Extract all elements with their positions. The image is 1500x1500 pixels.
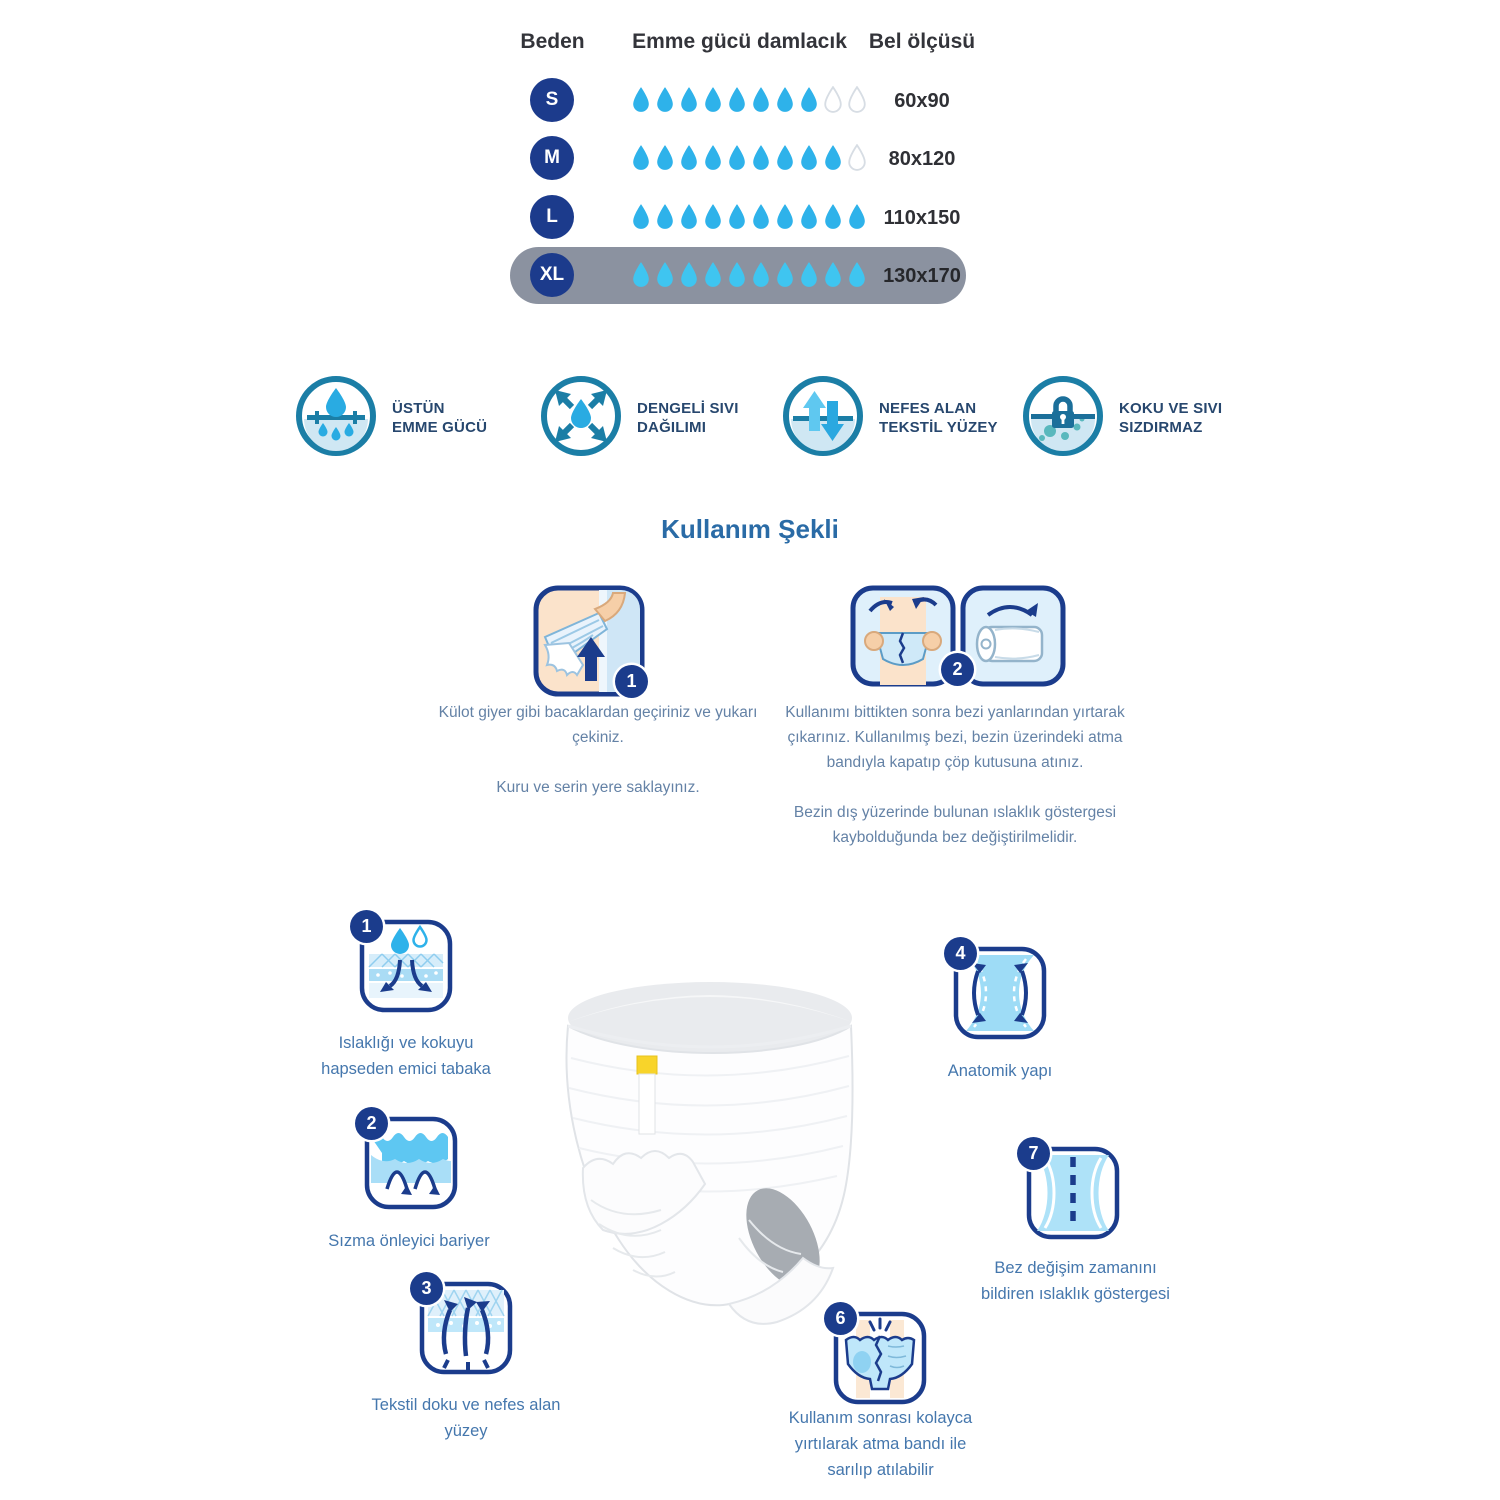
step1-paragraph-1: Külot giyer gibi bacaklardan geçiriniz ve yukarı çekiniz. [438,704,758,746]
waist-column-header: Bel ölçüsü [868,30,976,53]
pf6-line3: sarılıp atılabilir [827,1461,934,1479]
size-badge-l: L [530,195,574,239]
waist-size-s: 60x90 [894,90,950,112]
product-feature-6-badge: 6 [824,1302,857,1335]
size-badge-xl: XL [530,253,574,297]
feature-absorbency-line2: EMME GÜCÜ [392,419,488,436]
feature-distribution-label [637,399,739,437]
feature-breathable-label [879,399,998,437]
usage-step1-illustration [533,585,645,697]
pf6-line1: Kullanım sonrası kolayca [788,1409,973,1427]
pf3-line2: yüzey [444,1422,488,1440]
feature-absorbency-label [392,399,487,437]
feature-leakproof [1022,375,1222,461]
size-column-header: Beden [520,30,585,53]
pf4-line1: Anatomik yapı [947,1062,1053,1080]
absorbency-droplets-s [630,86,868,114]
pf3-line1: Tekstil doku ve nefes alan [371,1396,561,1414]
step2-paragraph-1: Kullanımı bittikten sonra bezi yanlarından yırtarak çıkarınız. Kullanılmış bezi, bezin üzerindeki atma bandıyla kapatıp çöp kutusuna atınız. [785,704,1125,771]
absorbency-droplets-xl [630,261,868,289]
feature-absorbency [295,375,487,461]
product-feature-3 [418,1280,514,1376]
size-badge-m: M [530,136,574,180]
usage-step2-illustration [850,585,1066,689]
pf7-line1: Bez değişim zamanını [994,1259,1157,1277]
product-feature-7-caption [968,1255,1183,1307]
product-feature-1 [358,918,454,1014]
waist-size-xl: 130x170 [883,265,961,287]
absorbency-droplets-l [630,203,868,231]
product-feature-1-badge: 1 [350,910,383,943]
absorbency-icon [295,375,377,462]
product-feature-7 [1025,1145,1121,1241]
distribution-icon [540,375,622,462]
step2-paragraph-2: Bezin dış yüzerinde bulunan ıslaklık göstergesi kaybolduğunda bez değiştirilmelidir. [793,804,1117,846]
usage-step1-text [438,700,758,825]
pf1-line1: Islaklığı ve kokuyu [338,1034,474,1052]
product-feature-7-badge: 7 [1017,1137,1050,1170]
product-feature-2 [363,1115,459,1211]
absorbency-droplets-m [630,144,868,172]
breathable-icon [782,375,864,462]
feature-breathable [782,375,998,461]
feature-distribution-line1: DENGELİ SIVI [637,400,739,417]
pf6-line2: yırtılarak atma bandı ile [794,1435,967,1453]
product-feature-2-caption [296,1228,522,1254]
size-badge-s: S [530,78,574,122]
product-feature-6 [832,1310,928,1406]
feature-distribution-line2: DAĞILIMI [637,419,707,436]
pf2-line1: Sızma önleyici bariyer [328,1232,490,1250]
product-feature-4 [952,945,1048,1041]
waist-size-l: 110x150 [883,207,961,229]
adult-pants-product-image [543,938,877,1332]
pf1-line2: hapseden emici tabaka [321,1060,491,1078]
product-feature-6-caption [778,1405,983,1483]
product-feature-2-badge: 2 [355,1107,388,1140]
feature-leakproof-line2: SIZDIRMAZ [1119,419,1203,436]
step1-number-badge: 1 [615,665,648,698]
feature-distribution [540,375,739,461]
feature-leakproof-line1: KOKU VE SIVI [1119,400,1223,417]
product-feature-4-caption [925,1058,1075,1084]
feature-breathable-line1: NEFES ALAN [879,400,977,417]
product-feature-1-caption [300,1030,512,1082]
pf7-line2: bildiren ıslaklık göstergesi [981,1285,1170,1303]
leakproof-icon [1022,375,1104,462]
absorbency-column-header: Emme gücü damlacık [632,30,847,53]
product-feature-4-badge: 4 [944,937,977,970]
product-feature-3-badge: 3 [410,1272,443,1305]
product-image [543,938,877,1332]
feature-breathable-line2: TEKSTİL YÜZEY [879,419,998,436]
usage-section-title: Kullanım Şekli [661,514,839,544]
product-feature-3-caption [350,1392,582,1444]
usage-step2-text [785,700,1125,875]
feature-leakproof-label [1119,399,1222,437]
feature-absorbency-line1: ÜSTÜN [392,400,445,417]
waist-size-m: 80x120 [888,148,956,170]
step1-paragraph-2: Kuru ve serin yere saklayınız. [496,779,700,796]
step2-number-badge: 2 [941,653,974,686]
